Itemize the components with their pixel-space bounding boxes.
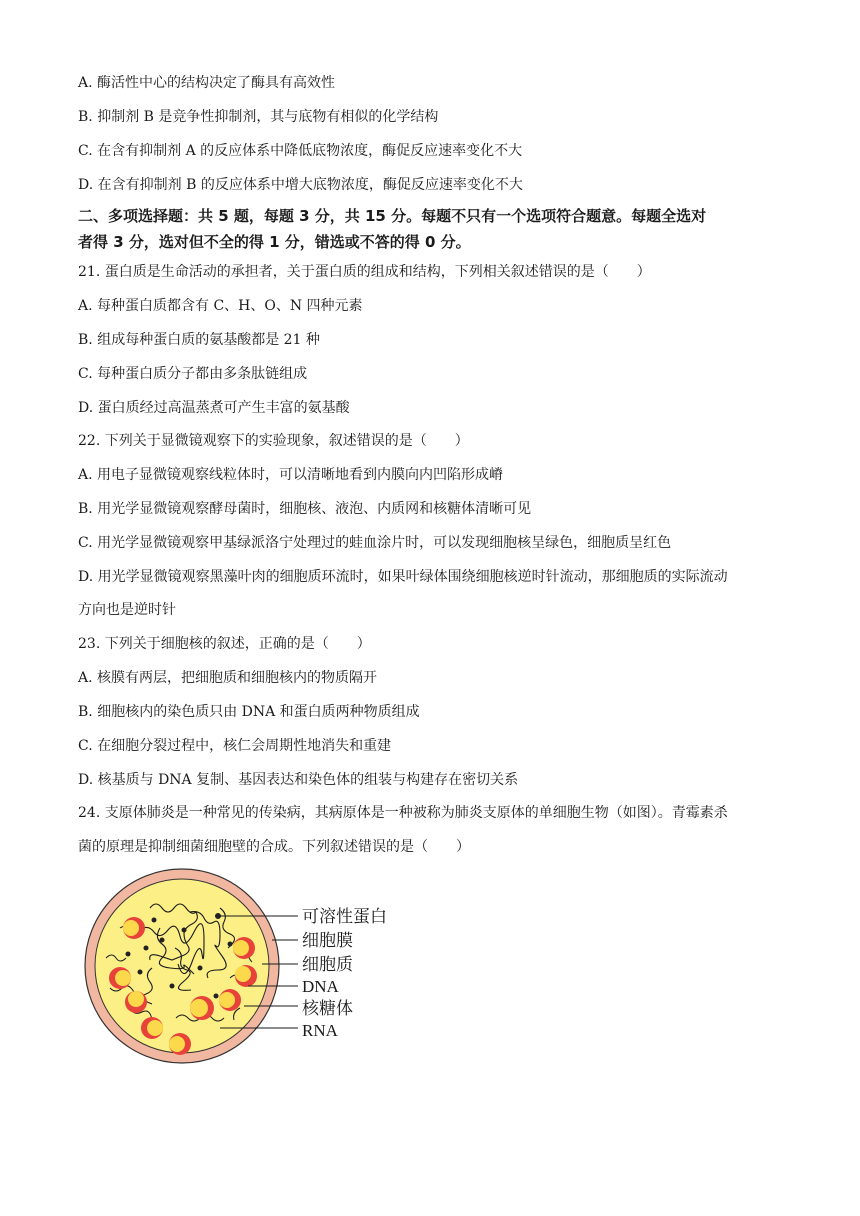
prev-option-d: D. 在含有抑制剂 B 的反应体系中增大底物浓度，酶促反应速率变化不大 <box>78 177 523 193</box>
q21-option-c: C. 每种蛋白质分子都由多条肽链组成 <box>78 366 308 382</box>
q23-option-d: D. 核基质与 DNA 复制、基因表达和染色体的组装与构建存在密切关系 <box>78 772 519 788</box>
q21-option-d: D. 蛋白质经过高温蒸煮可产生丰富的氨基酸 <box>78 400 350 416</box>
q21-stem: 21. 蛋白质是生命活动的承担者，关于蛋白质的组成和结构，下列相关叙述错误的是（ ） <box>78 264 651 280</box>
q22-option-b: B. 用光学显微镜观察酵母菌时，细胞核、液泡、内质网和核糖体清晰可见 <box>78 501 532 517</box>
label-rna: RNA <box>302 1021 338 1040</box>
ribosome <box>123 917 145 939</box>
prev-option-c: C. 在含有抑制剂 A 的反应体系中降低底物浓度，酶促反应速率变化不大 <box>78 143 523 159</box>
q22-option-d-cont: 方向也是逆时针 <box>78 602 176 618</box>
diagram-labels <box>302 907 387 1040</box>
label-ribosome: 核糖体 <box>302 999 353 1019</box>
label-cytoplasm: 细胞质 <box>302 955 353 975</box>
section-heading-line2: 者得 3 分，选对但不全的得 1 分，错选或不答的得 0 分。 <box>78 233 471 251</box>
ribosome <box>219 989 241 1011</box>
ribosome <box>125 991 147 1013</box>
label-dna: DNA <box>302 977 339 996</box>
q23-option-b: B. 细胞核内的染色质只由 DNA 和蛋白质两种物质组成 <box>78 704 420 720</box>
q23-stem: 23. 下列关于细胞核的叙述，正确的是（ ） <box>78 636 371 652</box>
section-heading-line1: 二、多项选择题：共 5 题，每题 3 分，共 15 分。每题不只有一个选项符合题意。每题全选对 <box>78 207 707 225</box>
q24-stem-line2: 菌的原理是抑制细菌细胞壁的合成。下列叙述错误的是（ ） <box>78 839 470 855</box>
q23-option-c: C. 在细胞分裂过程中，核仁会周期性地消失和重建 <box>78 738 392 754</box>
q21-option-b: B. 组成每种蛋白质的氨基酸都是 21 种 <box>78 332 320 348</box>
ribosome <box>169 1033 191 1055</box>
ribosome <box>233 937 255 959</box>
label-cell-membrane: 细胞膜 <box>302 931 353 951</box>
prev-option-a: A. 酶活性中心的结构决定了酶具有高效性 <box>78 75 336 91</box>
ribosome <box>141 1017 163 1039</box>
prev-option-b: B. 抑制剂 B 是竞争性抑制剂，其与底物有相似的化学结构 <box>78 109 439 125</box>
mycoplasma-diagram <box>80 868 420 1068</box>
q22-option-a: A. 用电子显微镜观察线粒体时，可以清晰地看到内膜向内凹陷形成嵴 <box>78 467 504 483</box>
label-soluble-protein: 可溶性蛋白 <box>302 907 387 927</box>
q22-option-d: D. 用光学显微镜观察黑藻叶肉的细胞质环流时，如果叶绿体围绕细胞核逆时针流动，那细胞质的实际流动 <box>78 569 728 585</box>
ribosome <box>235 965 257 987</box>
q21-option-a: A. 每种蛋白质都含有 C、H、O、N 四种元素 <box>78 298 363 314</box>
ribosome <box>109 967 131 989</box>
ribosome <box>190 996 214 1020</box>
q23-option-a: A. 核膜有两层，把细胞质和细胞核内的物质隔开 <box>78 670 378 686</box>
q22-option-c: C. 用光学显微镜观察甲基绿派洛宁处理过的蛙血涂片时，可以发现细胞核呈绿色，细胞质呈红色 <box>78 535 672 551</box>
q24-stem-line1: 24. 支原体肺炎是一种常见的传染病，其病原体是一种被称为肺炎支原体的单细胞生物（如图）。青霉素杀 <box>78 805 728 821</box>
q22-stem: 22. 下列关于显微镜观察下的实验现象，叙述错误的是（ ） <box>78 433 469 449</box>
